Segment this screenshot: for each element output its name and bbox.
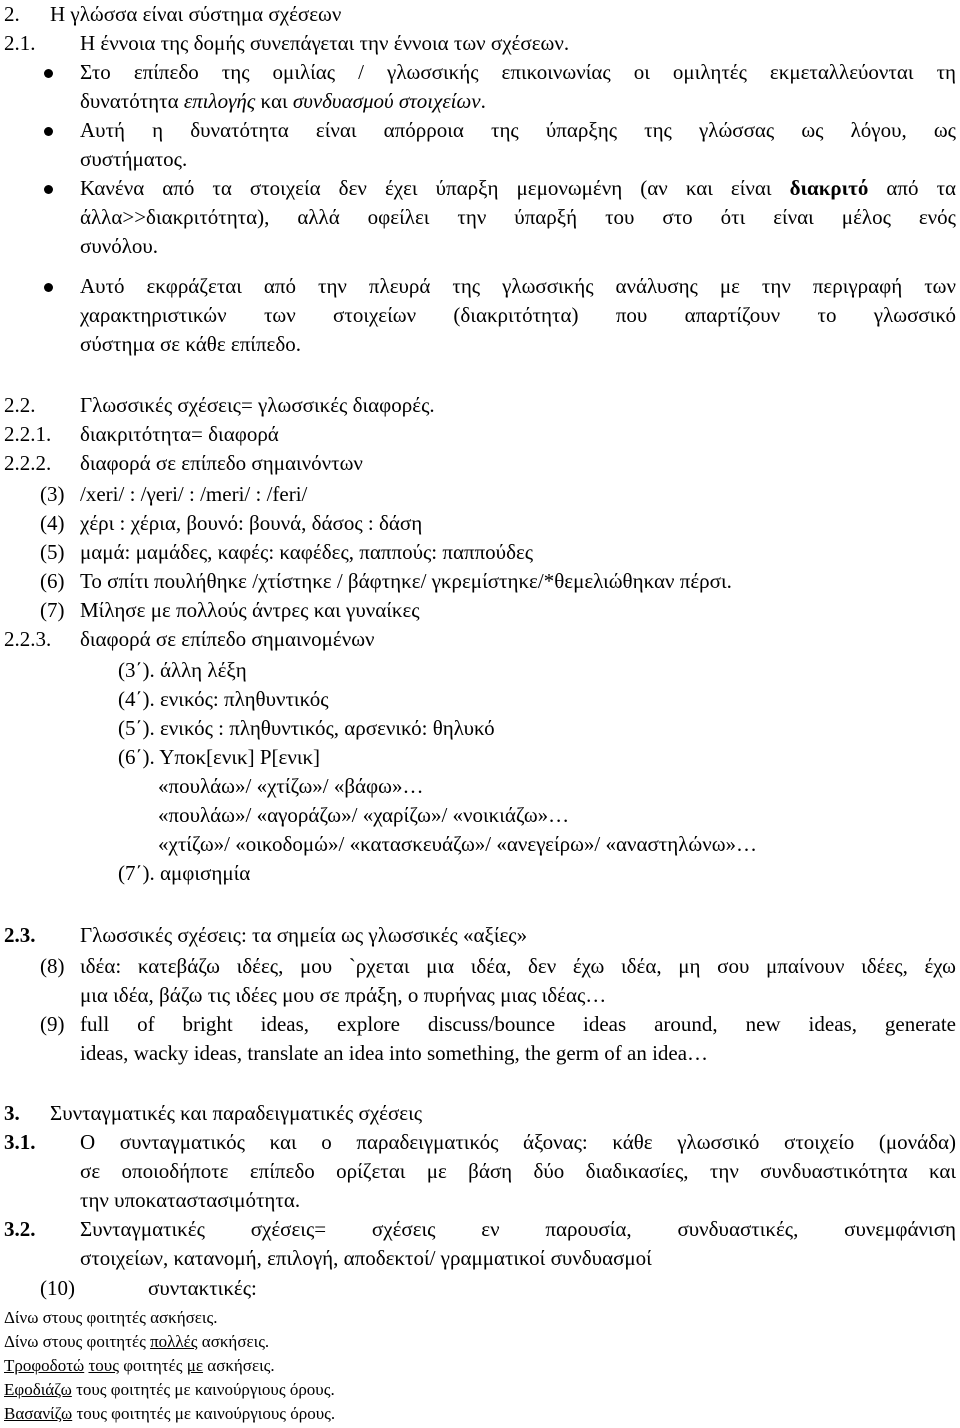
bullet-4-line-2: χαρακτηριστικών των στοιχείων (διακριτότητα) που απαρτίζουν το γλωσσικό <box>80 303 956 327</box>
sentence-1: Δίνω στους φοιτητές ασκήσεις. <box>4 1308 218 1327</box>
example-6-number: (6) <box>40 569 65 593</box>
bullet-3-line-3: συνόλου. <box>80 234 159 258</box>
example-10-number: (10) <box>40 1276 75 1300</box>
quote-line-3: «χτίζω»/ «οικοδομώ»/ «κατασκευάζω»/ «ανεγείρω»/ «αναστηλώνω»… <box>158 832 758 856</box>
bullet-icon <box>44 185 53 194</box>
section-2-2-3-title: διαφορά σε επίπεδο σημαινομένων <box>80 627 375 651</box>
section-2-title: Η γλώσσα είναι σύστημα σχέσεων <box>50 2 342 26</box>
section-3-1-line-3: την υποκαταστασιμότητα. <box>80 1188 301 1212</box>
example-3-number: (3) <box>40 482 65 506</box>
sentence-3: Τροφοδοτώ τους φοιτητές με ασκήσεις. <box>4 1356 275 1375</box>
section-3-title: Συνταγματικές και παραδειγματικές σχέσεις <box>50 1101 423 1125</box>
section-2-3-title: Γλωσσικές σχέσεις: τα σημεία ως γλωσσικές «αξίες» <box>80 923 528 947</box>
sub-example-3: (3΄). άλλη λέξη <box>118 658 247 682</box>
bullet-3-line-1: Κανένα από τα στοιχεία δεν έχει ύπαρξη μεμονωμένη (αν και είναι διακριτό από τα <box>80 176 957 200</box>
example-4-text: χέρι : χέρια, βουνό: βουνά, δάσος : δάση <box>80 511 423 535</box>
section-2-2-1-number: 2.2.1. <box>4 422 52 446</box>
example-8-line-2: μια ιδέα, βάζω τις ιδέες μου σε πράξη, ο πυρήνας μιας ιδέας… <box>80 983 607 1007</box>
section-2-2-number: 2.2. <box>4 393 36 417</box>
section-2-number: 2. <box>4 2 20 26</box>
sub-example-5: (5΄). ενικός : πληθυντικός, αρσενικό: θηλυκό <box>118 716 495 740</box>
quote-line-1: «πουλάω»/ «χτίζω»/ «βάφω»… <box>158 774 424 798</box>
example-8-line-1: ιδέα: κατεβάζω ιδέες, μου `ρχεται μια ιδέα, δεν έχω ιδέα, μη σου μπαίνουν ιδέες, έχω <box>80 954 956 978</box>
bullet-3-line-2: άλλα>>διακριτότητα), αλλά οφείλει την ύπαρξή του στο ότι είναι μέλος ενός <box>80 205 956 229</box>
sub-example-6: (6΄). Υποκ[ενικ] Ρ[ενικ] <box>118 745 321 769</box>
example-6-text: Το σπίτι πουλήθηκε /χτίστηκε / βάφτηκε/ γκρεμίστηκε/*θεμελιώθηκαν πέρσι. <box>80 569 732 593</box>
bullet-icon <box>44 127 53 136</box>
section-2-2-2-title: διαφορά σε επίπεδο σημαινόντων <box>80 451 363 475</box>
example-5-text: μαμά: μαμάδες, καφές: καφέδες, παππούς: παππούδες <box>80 540 534 564</box>
example-9-line-2: ideas, wacky ideas, translate an idea into something, the germ of an idea… <box>80 1041 709 1065</box>
section-3-1-number: 3.1. <box>4 1130 36 1154</box>
sentence-4: Εφοδιάζω τους φοιτητές με καινούργιους όρους. <box>4 1380 335 1399</box>
section-3-number: 3. <box>4 1101 20 1125</box>
example-7-number: (7) <box>40 598 65 622</box>
bullet-icon <box>44 283 53 292</box>
example-8-number: (8) <box>40 954 65 978</box>
bullet-2-line-2: συστήματος. <box>80 147 188 171</box>
example-3-text: /xeri/ : /γeri/ : /meri/ : /feri/ <box>80 482 308 506</box>
sentence-5: Βασανίζω τους φοιτητές με καινούργιους όρους. <box>4 1404 336 1423</box>
section-2-2-title: Γλωσσικές σχέσεις= γλωσσικές διαφορές. <box>80 393 435 417</box>
section-2-1-number: 2.1. <box>4 31 36 55</box>
example-10-text: συντακτικές: <box>148 1276 257 1300</box>
sentence-2: Δίνω στους φοιτητές πολλές ασκήσεις. <box>4 1332 270 1351</box>
example-7-text: Μίλησε με πολλούς άντρες και γυναίκες <box>80 598 420 622</box>
example-9-number: (9) <box>40 1012 65 1036</box>
section-2-3-number: 2.3. <box>4 923 36 947</box>
bullet-1-line-2: δυνατότητα επιλογής και συνδυασμού στοιχείων. <box>80 89 486 113</box>
bullet-4-line-1: Αυτό εκφράζεται από την πλευρά της γλωσσικής ανάλυσης με την περιγραφή των <box>80 274 956 298</box>
bullet-icon <box>44 69 53 78</box>
section-2-2-2-number: 2.2.2. <box>4 451 52 475</box>
section-3-1-line-1: Ο συνταγματικός και ο παραδειγματικός άξονας: κάθε γλωσσικό στοιχείο (μονάδα) <box>80 1130 956 1154</box>
quote-line-2: «πουλάω»/ «αγοράζω»/ «χαρίζω»/ «νοικιάζω»… <box>158 803 570 827</box>
sub-example-4: (4΄). ενικός: πληθυντικός <box>118 687 329 711</box>
section-3-2-line-2: στοιχείων, κατανομή, επιλογή, αποδεκτοί/ γραμματικοί συνδυασμοί <box>80 1246 652 1270</box>
example-5-number: (5) <box>40 540 65 564</box>
section-3-2-number: 3.2. <box>4 1217 36 1241</box>
bullet-1-line-1: Στο επίπεδο της ομιλίας / γλωσσικής επικοινωνίας οι ομιλητές εκμεταλλεύονται τη <box>80 60 956 84</box>
example-4-number: (4) <box>40 511 65 535</box>
example-9-line-1: full of bright ideas, explore discuss/bounce ideas around, new ideas, generate <box>80 1012 956 1036</box>
bullet-2-line-1: Αυτή η δυνατότητα είναι απόρροια της ύπαρξης της γλώσσας ως λόγου, ως <box>80 118 956 142</box>
bullet-4-line-3: σύστημα σε κάθε επίπεδο. <box>80 332 302 356</box>
section-2-1-title: Η έννοια της δομής συνεπάγεται την έννοια των σχέσεων. <box>80 31 570 55</box>
section-3-1-line-2: σε οποιοδήποτε επίπεδο ορίζεται με βάση δύο διαδικασίες, την συνδυαστικότητα και <box>80 1159 956 1183</box>
section-2-2-1-title: διακριτότητα= διαφορά <box>80 422 279 446</box>
sub-example-7: (7΄). αμφισημία <box>118 861 251 885</box>
section-2-2-3-number: 2.2.3. <box>4 627 52 651</box>
section-3-2-line-1: Συνταγματικές σχέσεις= σχέσεις εν παρουσία, συνδυαστικές, συνεμφάνιση <box>80 1217 956 1241</box>
